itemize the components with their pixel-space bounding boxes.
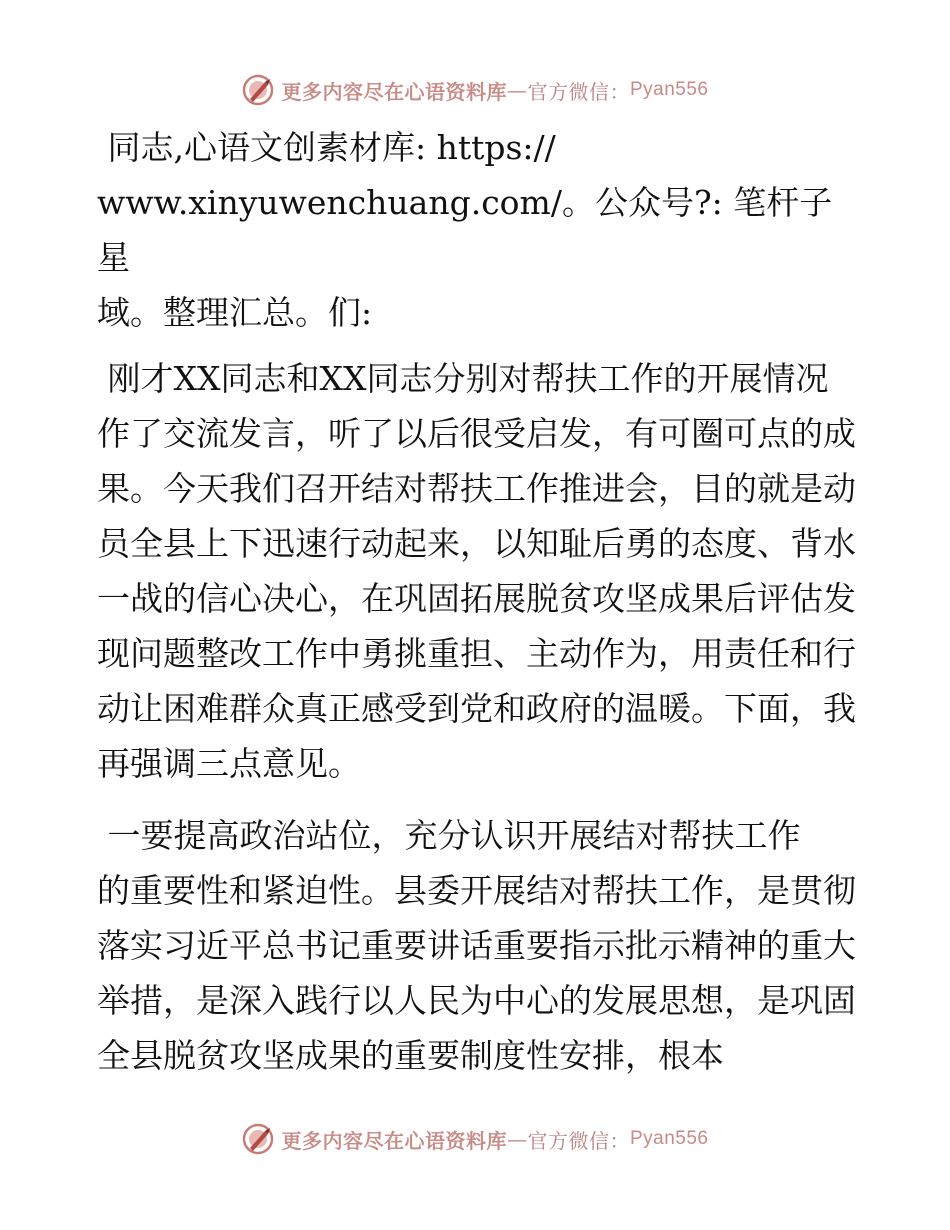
- paragraph-opening: 刚才XX同志和XX同志分别对帮扶工作的开展情况作了交流发言，听了以后很受启发，有可圈可点的成果。今天我们召开结对帮扶工作推进会，目的就是动员全县上下迅速行动起来，以知耻后勇的态度、背水一战的信心决心，在巩固拓展脱贫攻坚成果后评估发现问题整改工作中勇挑重担、主动作为，用责任和行动让困难群众真正感受到党和政府的温暖。下面，我再强调三点意见。: [97, 359, 856, 783]
- footer-wechat-id: Pyan556: [629, 1128, 709, 1149]
- pen-circle-logo-icon: [241, 73, 275, 107]
- header-brand-text: 更多内容尽在心语资料库: [281, 79, 507, 104]
- header-wechat-id: Pyan556: [629, 79, 709, 100]
- paragraph-point-one: 一要提高政治站位，充分认识开展结对帮扶工作 的重要性和紧迫性。县委开展结对帮扶工作，是贯彻落实习近平总书记重要讲话重要指示批示精神的重大举措，是深入践行以人民为中心的发展思想，是巩固全县脱贫攻坚成果的重要制度性安排，根本: [97, 816, 856, 1075]
- footer-official-label: 官方微信：: [527, 1128, 630, 1153]
- header-separator: —: [506, 78, 528, 102]
- footer-banner: [0, 1119, 950, 1159]
- paragraph-greeting: 同志,心语文创素材库: https:// www.xinyuwenchuang.com/。公众号?: 笔杆子星 域。整理汇总。们:: [97, 128, 833, 332]
- document-body: [97, 120, 857, 1083]
- footer-separator: —: [506, 1127, 528, 1151]
- header-banner: [0, 70, 950, 110]
- header-banner-text: [281, 76, 708, 105]
- footer-brand-text: 更多内容尽在心语资料库: [281, 1128, 507, 1153]
- footer-banner-text: [281, 1125, 708, 1154]
- pen-circle-logo-icon: [241, 1122, 275, 1156]
- header-official-label: 官方微信：: [527, 79, 630, 104]
